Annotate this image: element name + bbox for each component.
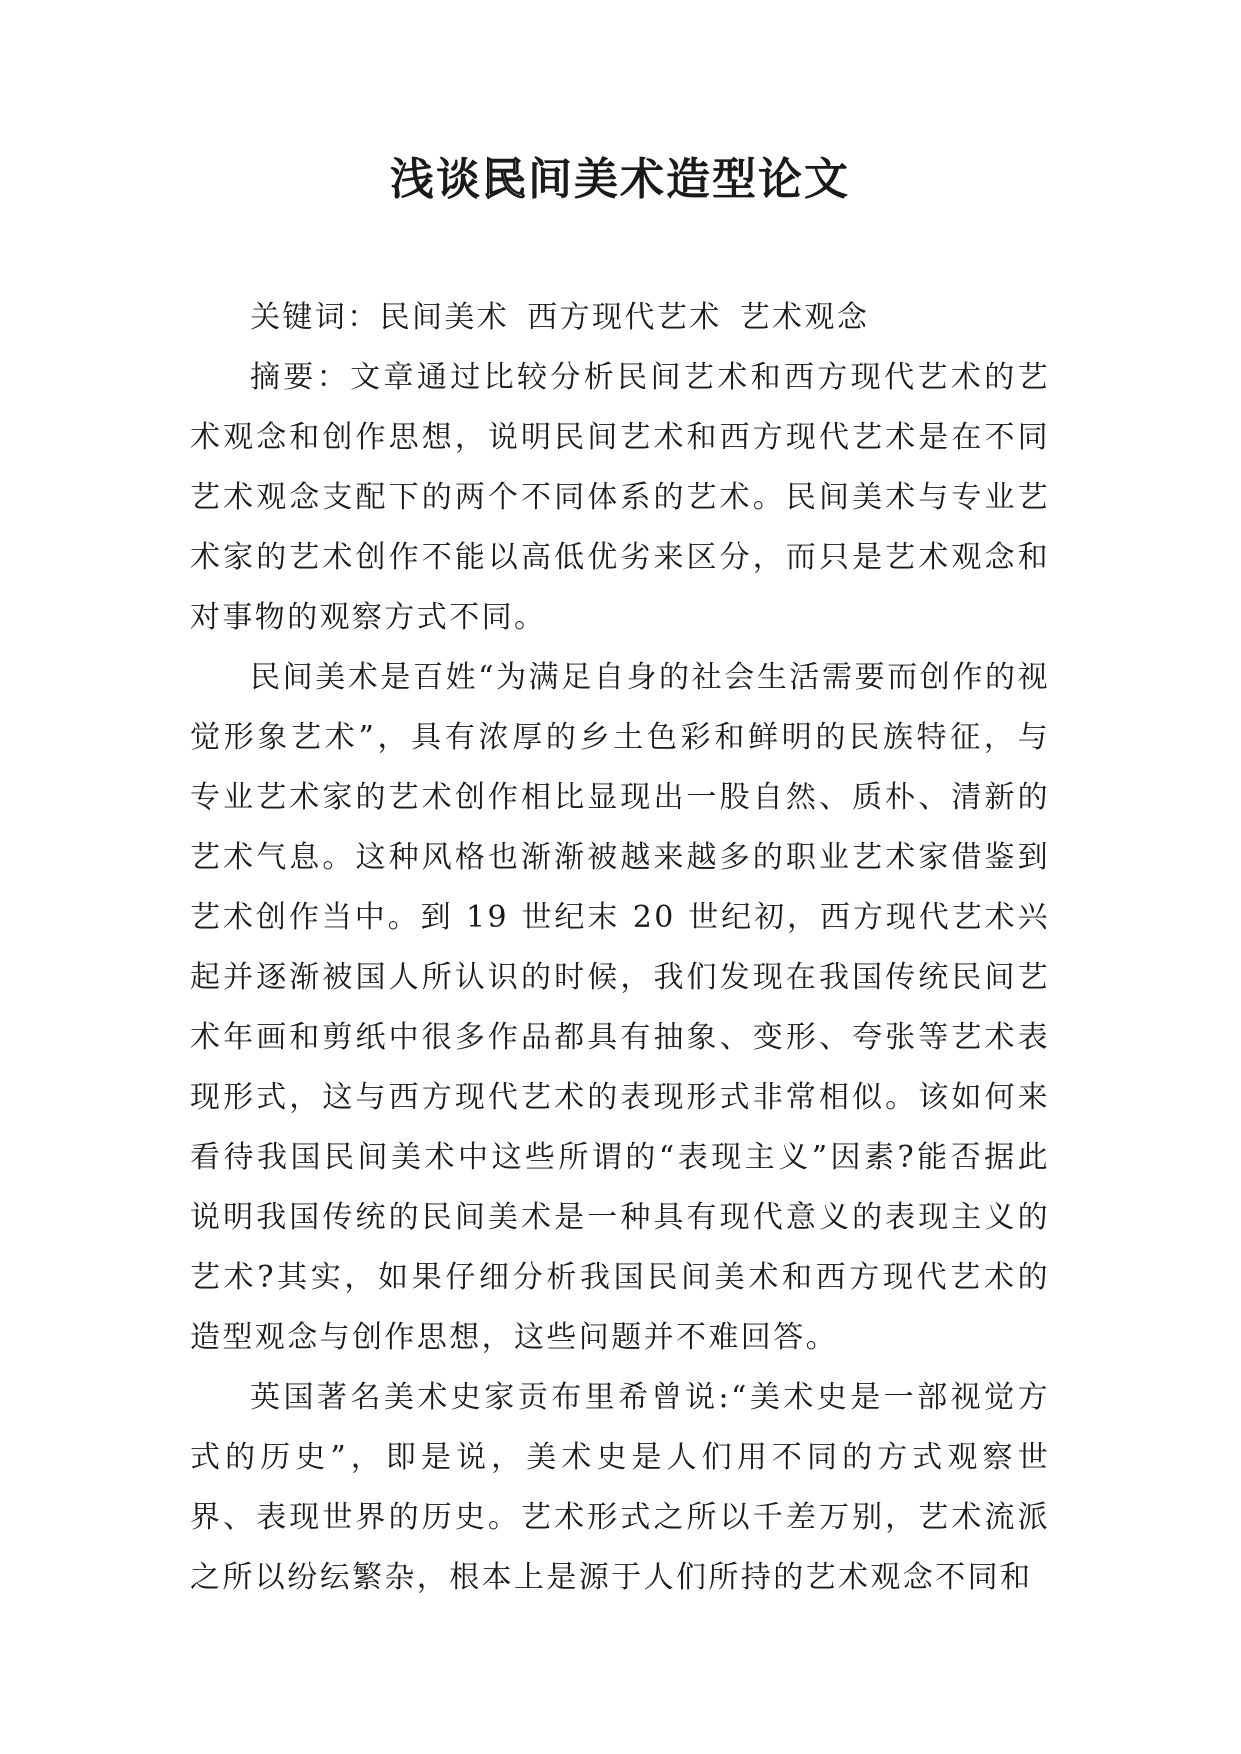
body-paragraph: 民间美术是百姓“为满足自身的社会生活需要而创作的视觉形象艺术”，具有浓厚的乡土色彩和鲜明的民族特征，与专业艺术家的艺术创作相比显现出一股自然、质朴、清新的艺术气息。这种风格也渐渐被越来越多的职业艺术家借鉴到艺术创作当中。到 19 世纪末 20 世纪初，西方现代艺术兴起并逐渐被国人所认识的时候，我们发现在我国传统民间艺术年画和剪纸中很多作品都具有抽象、变形、夸张等艺术表现形式，这与西方现代艺术的表现形式非常相似。该如何来看待我国民间美术中这些所谓的“表现主义”因素?能否据此说明我国传统的民间美术是一种具有现代意义的表现主义的艺术?其实，如果仔细分析我国民间美术和西方现代艺术的造型观念与创作思想，这些问题并不难回答。 (190, 660, 1050, 1355)
keywords-line (190, 288, 1050, 348)
document-page (190, 0, 1050, 1754)
abstract-label: 摘要： (250, 360, 351, 395)
document-title (190, 150, 1050, 210)
document-body (190, 288, 1050, 1608)
keyword: 民间美术 (379, 300, 510, 335)
keyword: 西方现代艺术 (527, 300, 722, 335)
abstract-text: 文章通过比较分析民间艺术和西方现代艺术的艺术观念和创作思想，说明民间艺术和西方现代艺术是在不同艺术观念支配下的两个不同体系的艺术。民间美术与专业艺术家的艺术创作不能以高低优劣来区分，而只是艺术观念和对事物的观察方式不同。 (190, 360, 1050, 635)
title-part-1: 浅谈 (390, 154, 482, 205)
body-paragraph: 英国著名美术史家贡布里希曾说:“美术史是一部视觉方式的历史”，即是说，美术史是人们用不同的方式观察世界、表现世界的历史。艺术形式之所以千差万别，艺术流派之所以纷纭繁杂，根本上是源于人们所持的艺术观念不同和 (190, 1380, 1050, 1595)
title-part-2: 间美术造型论文 (528, 154, 850, 205)
keywords-label: 关键词： (250, 300, 380, 335)
abstract-paragraph (190, 348, 1050, 648)
title-hollow-char: 民 (482, 154, 528, 205)
keyword: 艺术观念 (739, 300, 870, 335)
